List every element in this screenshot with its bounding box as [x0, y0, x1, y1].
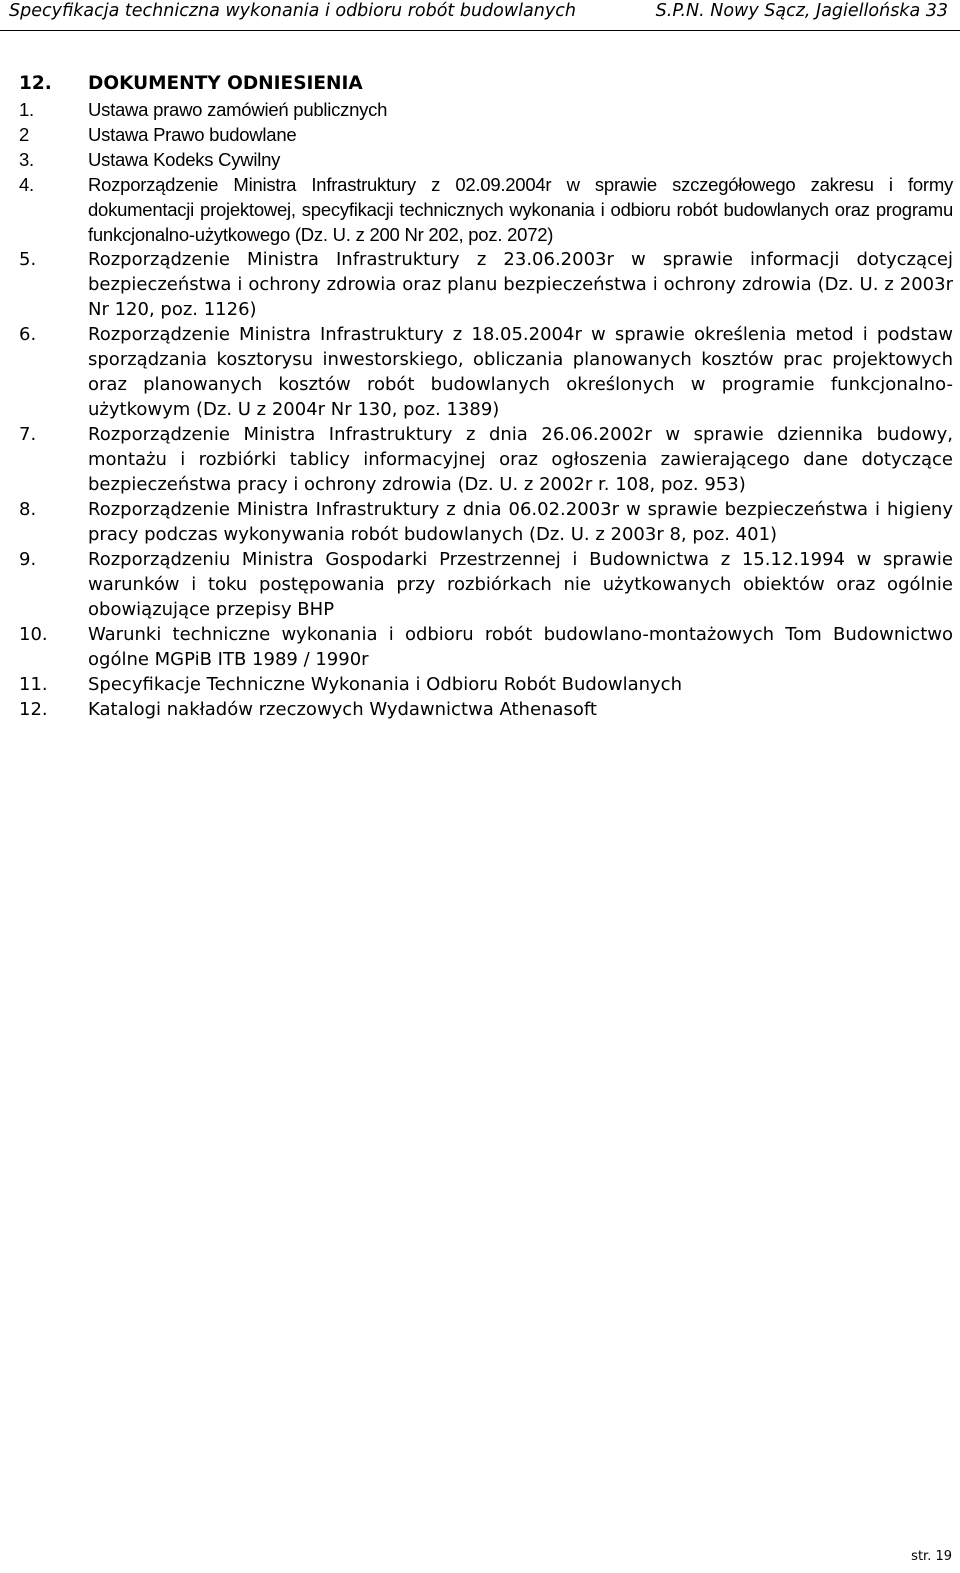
list-item	[19, 147, 953, 172]
item-number: 2	[19, 124, 30, 145]
item-number: 12.	[19, 699, 48, 720]
list-item	[19, 497, 953, 547]
list-item	[19, 672, 953, 697]
project-location: S.P.N. Nowy Sącz, Jagiellońska 33	[655, 1, 948, 21]
item-number: 6.	[19, 324, 37, 345]
item-number: 10.	[19, 624, 48, 645]
item-text: Rozporządzenie Ministra Infrastruktury z dnia 26.06.2002r w sprawie dziennika budowy, montażu i rozbiórki tablicy informacyjnej oraz ogłoszenia zawierającego dane dotyczące bezpieczeństwa pracy i ochrony zdrowia (Dz. U. z 2002r r. 108, poz. 953)	[88, 424, 953, 495]
list-item	[19, 697, 953, 722]
item-number: 3.	[19, 149, 34, 170]
item-number: 9.	[19, 549, 37, 570]
list-item	[19, 97, 953, 122]
list-item	[19, 547, 953, 622]
item-text: Rozporządzenie Ministra Infrastruktury z 23.06.2003r w sprawie informacji dotyczącej bezpieczeństwa i ochrony zdrowia oraz planu bezpieczeństwa i ochrony zdrowia (Dz. U. z 2003r Nr 120, poz. 1126)	[88, 249, 953, 320]
item-text: Rozporządzeniu Ministra Gospodarki Przestrzennej i Budownictwa z 15.12.1994 w sprawie warunków i toku postępowania przy rozbiórkach nie użytkowanych obiektów oraz ogólnie obowiązujące przepisy BHP	[88, 549, 953, 620]
item-number: 5.	[19, 249, 37, 270]
list-item	[19, 322, 953, 422]
item-text: Ustawa Kodeks Cywilny	[88, 149, 281, 170]
section-number: 12.	[19, 73, 52, 94]
item-text: Ustawa prawo zamówień publicznych	[88, 99, 388, 120]
list-item	[19, 247, 953, 322]
item-number: 11.	[19, 674, 48, 695]
item-text: Warunki techniczne wykonania i odbioru robót budowlano-montażowych Tom Budownictwo ogólne MGPiB ITB 1989 / 1990r	[88, 624, 953, 670]
item-text: Rozporządzenie Ministra Infrastruktury z dnia 06.02.2003r w sprawie bezpieczeństwa i higieny pracy podczas wykonywania robót budowlanych (Dz. U. z 2003r 8, poz. 401)	[88, 499, 953, 545]
list-item	[19, 172, 953, 247]
list-item	[19, 622, 953, 672]
document-title: Specyfikacja techniczna wykonania i odbioru robót budowlanych	[9, 1, 576, 21]
item-text: Ustawa Prawo budowlane	[88, 124, 297, 145]
list-item	[19, 122, 953, 147]
item-text: Rozporządzenie Ministra Infrastruktury z 02.09.2004r w sprawie szczegółowego zakresu i formy dokumentacji projektowej, specyfikacji technicznych wykonania i odbioru robót budowlanych oraz programu funkcjonalno-użytkowego (Dz. U. z 200 Nr 202, poz. 2072)	[88, 174, 953, 245]
reference-list	[19, 97, 953, 722]
item-text: Specyfikacje Techniczne Wykonania i Odbioru Robót Budowlanych	[88, 674, 682, 695]
item-text: Katalogi nakładów rzeczowych Wydawnictwa Athenasoft	[88, 699, 597, 720]
item-number: 8.	[19, 499, 37, 520]
section-title: DOKUMENTY ODNIESIENIA	[88, 73, 363, 94]
item-text: Rozporządzenie Ministra Infrastruktury z 18.05.2004r w sprawie określenia metod i podstaw sporządzania kosztorysu inwestorskiego, obliczania planowanych kosztów prac projektowych oraz planowanych kosztów robót budowlanych określonych w programie funkcjonalno-użytkowym (Dz. U z 2004r Nr 130, poz. 1389)	[88, 324, 953, 420]
item-number: 1.	[19, 99, 34, 120]
item-number: 4.	[19, 174, 34, 195]
item-number: 7.	[19, 424, 37, 445]
page-number: str. 19	[911, 1549, 952, 1564]
list-item	[19, 422, 953, 497]
section-heading	[19, 72, 363, 96]
page-header	[0, 0, 960, 31]
